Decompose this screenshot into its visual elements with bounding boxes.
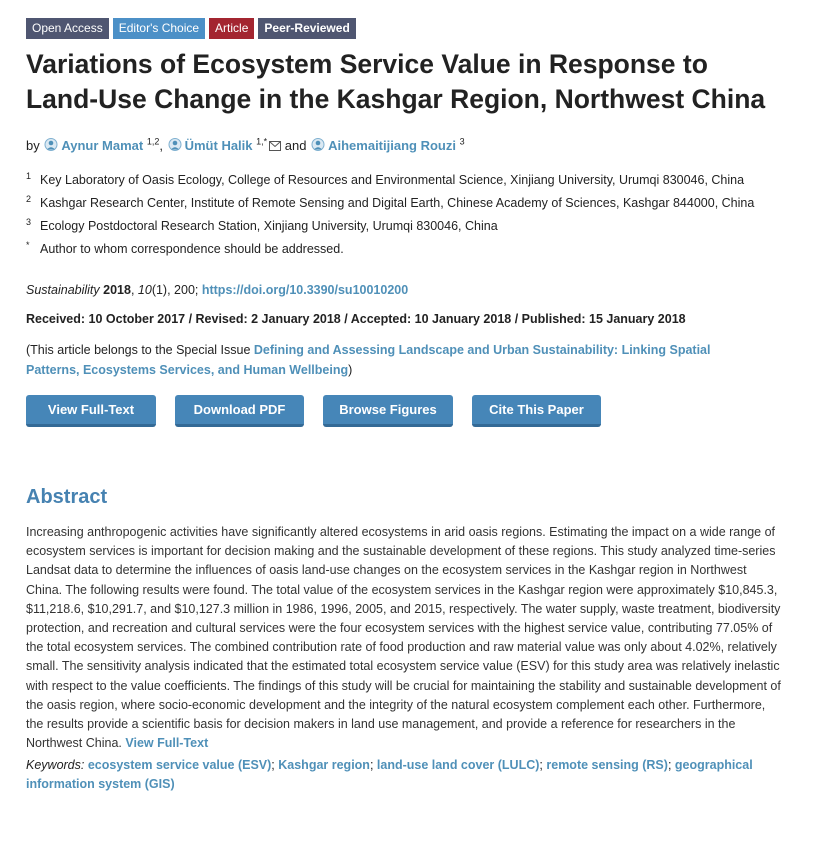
special-issue-note [26, 340, 766, 380]
keyword-link[interactable]: remote sensing (RS) [546, 758, 668, 773]
keyword-link[interactable]: land-use land cover (LULC) [376, 758, 540, 773]
keyword-link[interactable]: ecosystem service value (ESV) [87, 758, 272, 773]
person-icon[interactable] [167, 138, 183, 152]
affiliation-number: 2 [26, 194, 32, 204]
author-affil-sup: 1,* [256, 136, 268, 147]
special-issue-prefix: (This article belongs to the Special Issue [26, 343, 254, 357]
journal-name: Sustainability [26, 283, 100, 297]
keyword-link[interactable]: geographical information system (GIS) [26, 758, 753, 792]
citation-issue-pages: (1), 200; [151, 283, 202, 297]
special-issue-suffix: ) [348, 363, 353, 377]
affiliation-text: Author to whom correspondence should be addressed. [40, 242, 344, 256]
affiliation-item [26, 216, 815, 237]
mail-icon[interactable] [269, 138, 281, 156]
editors-choice-badge[interactable]: Editor's Choice [113, 18, 205, 39]
keywords: Keywords: ecosystem service value (ESV); Kashgar region; land-use land cover (LULC); remote sensing (RS); geographical information system (GIS) [26, 758, 753, 792]
browse-figures-button[interactable]: Browse Figures [323, 395, 453, 427]
author-affil-sup: 1,2 [146, 136, 160, 147]
affiliation-number: 3 [26, 217, 32, 227]
article-title: Variations of Ecosystem Service Value in Response to Land-Use Change in the Kashgar Region, Northwest China [26, 49, 766, 114]
publication-dates: Received: 10 October 2017 / Revised: 2 January 2018 / Accepted: 10 January 2018 / Published: 15 January 2018 [26, 312, 686, 326]
author-name[interactable]: Ümüt Halik [184, 138, 253, 153]
by-label: by [26, 138, 40, 153]
affiliation-number: 1 [26, 171, 32, 181]
person-icon[interactable] [43, 138, 59, 152]
affiliation-item [26, 170, 815, 191]
citation-line: Sustainability 2018, 10(1), 200; https://doi.org/10.3390/su10010200 [26, 283, 409, 297]
doi-link[interactable]: https://doi.org/10.3390/su10010200 [201, 283, 409, 297]
action-buttons [26, 395, 815, 427]
citation-year: 2018 [103, 283, 131, 297]
affiliation-item [26, 239, 815, 260]
open-access-badge[interactable]: Open Access [26, 18, 109, 39]
special-issue-link[interactable]: Defining and Assessing Landscape and Urban Sustainability: Linking Spatial Patterns, Ecosystems Services, and Human Wellbeing [26, 343, 711, 377]
author-list: by Aynur Mamat $^{1,2}$, Ümüt Halik $^{1,*}$ and Aihemaitijiang Rouzi $^3$ [26, 137, 815, 156]
affiliation-item [26, 193, 815, 214]
author-name[interactable]: Aynur Mamat [61, 138, 144, 153]
cite-this-paper-button[interactable]: Cite This Paper [472, 395, 601, 427]
view-full-text-button[interactable]: View Full-Text [26, 395, 156, 427]
affiliation-text: Kashgar Research Center, Institute of Remote Sensing and Digital Earth, Chinese Academy of Sciences, Kashgar 844000, China [40, 196, 755, 210]
and-label: and [284, 138, 307, 153]
affiliation-text: Key Laboratory of Oasis Ecology, College of Resources and Environmental Science, Xinjiang University, Urumqi 830046, China [40, 173, 745, 187]
affiliation-number: * [26, 240, 30, 250]
author-name[interactable]: Aihemaitijiang Rouzi [328, 138, 456, 153]
download-pdf-button[interactable]: Download PDF [175, 395, 304, 427]
abstract-view-full-text-link[interactable]: View Full-Text [125, 736, 209, 751]
badge-row [26, 18, 815, 39]
abstract-text: Increasing anthropogenic activities have significantly altered ecosystems in arid oasis regions. Estimating the impact on a wide range of ecosystem services is important for decision making and the sustainable development of these regions. This study analyzed time-series Landsat data to determine the influences of oasis land-use changes on the ecosystem services in the Kashgar region in Northwest China. The following results were found. The total value of the ecosystem services in the Kashgar region were approximately $10,845.3, $11,218.6, $10,291.7, and $10,127.3 million in 1986, 1996, 2005, and 2015, respectively. The water supply, waste treatment, biodiversity protection, and recreation and cultural services were the four ecosystem services with the highest service value, contributing 77.05% of the total ecosystem services. The combined contribution rate of food production and raw material value was only about 4.02%, relatively small. The sensitivity analysis indicated that the estimated total ecosystem service value (ESV) for this study area was relatively inelastic with respect to the value coefficients. The findings of this study will be crucial for maintaining the stability and sustainable development of the oasis region, where socio-economic development and the integrity of the natural ecosystem complement each other. Furthermore, the results provide a scientific basis for decision makers in land use management, and provide a reference for researchers in the Northwest China. [26, 525, 781, 751]
citation-volume: 10 [137, 283, 152, 297]
keyword-link[interactable]: Kashgar region [278, 758, 370, 773]
keywords-label: Keywords: [26, 758, 85, 773]
peer-reviewed-badge[interactable]: Peer-Reviewed [258, 18, 355, 39]
article-type-badge: Article [209, 18, 254, 39]
affiliation-text: Ecology Postdoctoral Research Station, Xinjiang University, Urumqi 830046, China [40, 219, 498, 233]
abstract-body [26, 523, 783, 753]
abstract-heading: Abstract [26, 486, 108, 508]
person-icon[interactable] [310, 138, 326, 152]
affiliations [26, 170, 815, 260]
author-affil-sup: 3 [459, 136, 465, 147]
